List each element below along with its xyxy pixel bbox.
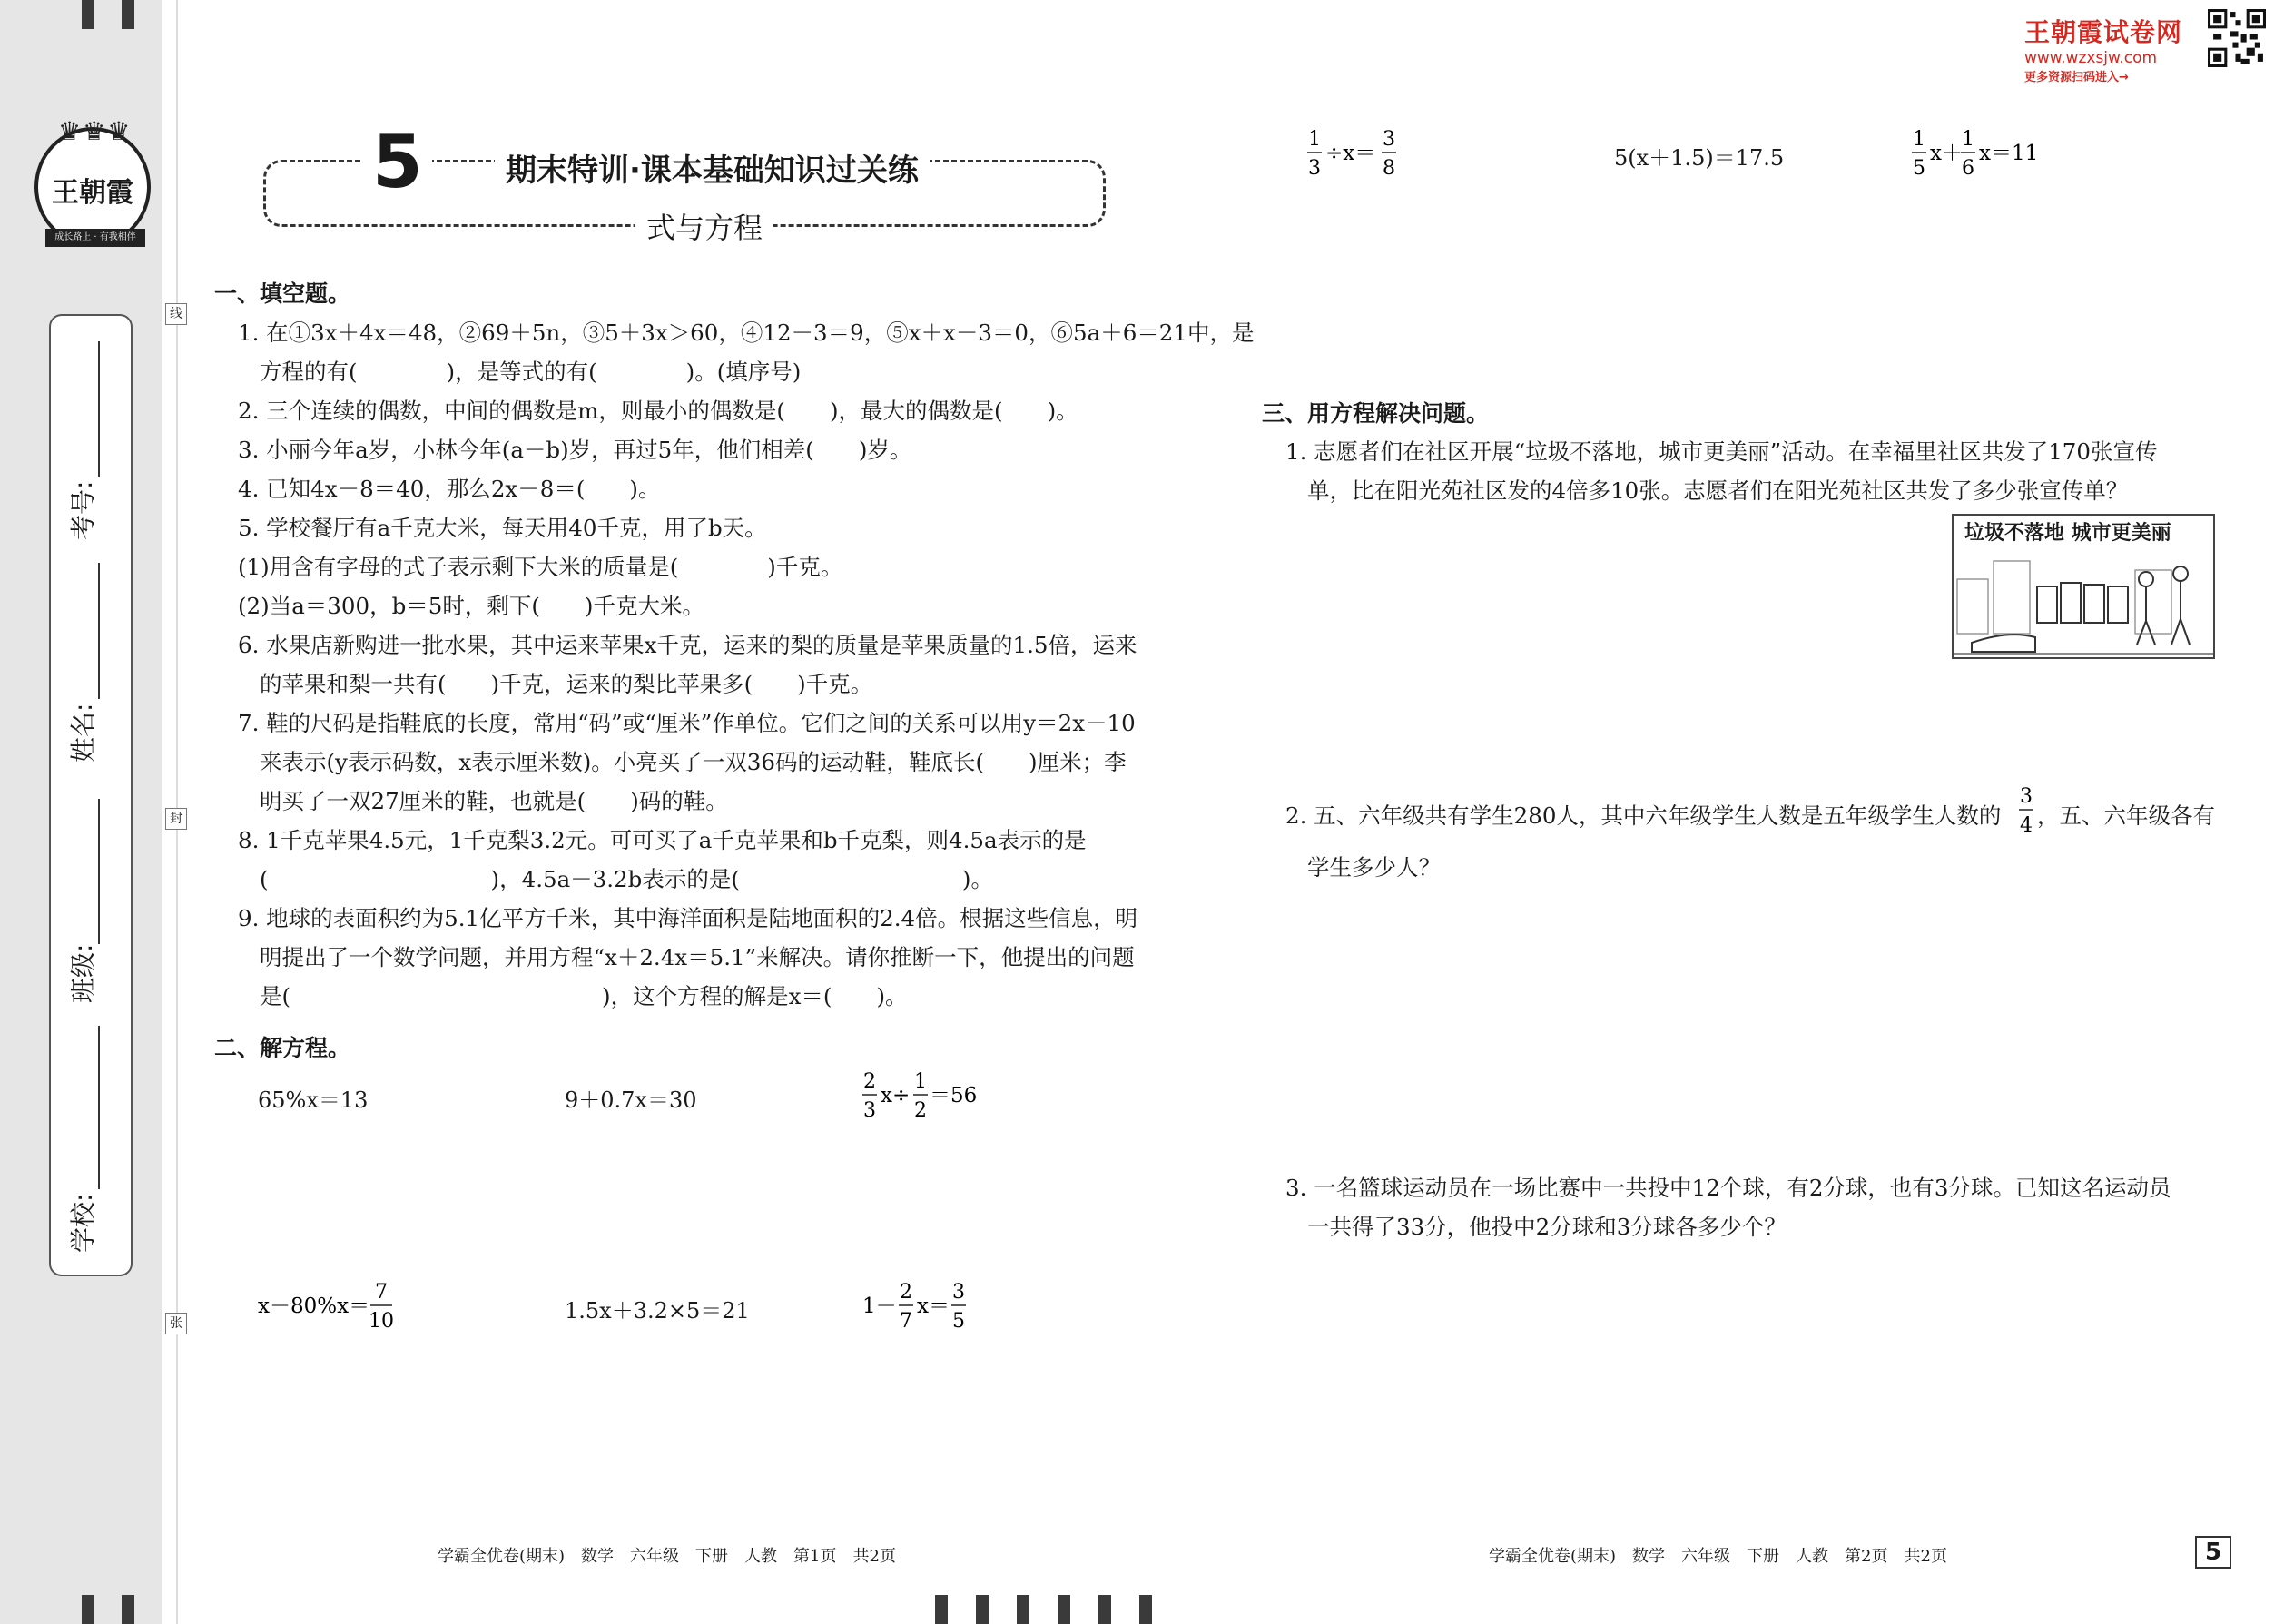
equation-4-fraction <box>258 1278 439 1336</box>
svg-text:3: 3 <box>2020 785 2033 808</box>
brand-url[interactable]: www.wzxsjw.com <box>2024 49 2158 67</box>
brand-block <box>2024 13 2182 84</box>
school-field[interactable] <box>98 1026 100 1189</box>
svg-text:8: 8 <box>1383 157 1395 180</box>
question-line: 3. 小丽今年a岁，小林今年(a－b)岁，再过5年，他们相差( )岁。 <box>238 437 912 463</box>
question-line: ( )，4.5a－3.2b表示的是( )。 <box>260 866 993 892</box>
registration-mark <box>1058 1595 1070 1624</box>
logo-ribbon: 成长路上 · 有我相伴 <box>45 229 145 247</box>
binding-char-sheet: 张 <box>165 1313 187 1334</box>
question-line: 9. 地球的表面积约为5.1亿平方千米，其中海洋面积是陆地面积的2.4倍。根据这些信息，明 <box>238 905 1138 931</box>
registration-mark <box>976 1595 989 1624</box>
svg-text:3: 3 <box>1383 128 1395 151</box>
qr-code-icon[interactable] <box>2208 9 2266 67</box>
equation-5: 1.5x＋3.2×5＝21 <box>565 1298 750 1324</box>
equation-3 <box>862 1068 1044 1129</box>
svg-text:1: 1 <box>1308 128 1321 151</box>
equation-2: 9＋0.7x＝30 <box>565 1088 697 1113</box>
question-line: 明买了一双27厘米的鞋，也就是( )码的鞋。 <box>260 788 728 814</box>
equation-8: 5(x＋1.5)＝17.5 <box>1614 145 1785 171</box>
student-info-box <box>49 314 133 1276</box>
svg-text:1－: 1－ <box>862 1294 897 1318</box>
class-field[interactable] <box>98 799 100 944</box>
question-line: 明提出了一个数学问题，并用方程“x＋2.4x＝5.1”来解决。请你推断一下，他提出的问题 <box>260 944 1135 970</box>
registration-mark <box>122 1595 134 1624</box>
publisher-logo <box>34 116 151 247</box>
svg-text:3: 3 <box>952 1281 965 1304</box>
page-number: 5 <box>2195 1536 2231 1569</box>
problem-3-line: 3. 一名篮球运动员在一场比赛中一共投中12个球，有2分球，也有3分球。已知这名运动员 <box>1285 1175 2171 1201</box>
question-line: 方程的有( )，是等式的有( )。(填序号) <box>260 359 802 385</box>
registration-mark <box>122 0 134 29</box>
name-field[interactable] <box>98 563 100 699</box>
crown-icon: ♛♛♛ <box>58 116 133 146</box>
registration-mark <box>935 1595 948 1624</box>
equation-1: 65%x＝13 <box>258 1088 369 1113</box>
equation-3-fraction <box>862 1068 1044 1126</box>
svg-text:x－80%x＝: x－80%x＝ <box>258 1294 370 1318</box>
registration-mark <box>1017 1595 1029 1624</box>
svg-text:5: 5 <box>952 1310 965 1333</box>
svg-text:x＋: x＋ <box>1930 142 1963 165</box>
logo-name: 王朝霞 <box>52 177 133 209</box>
problem-2-line2: 学生多少人？ <box>1307 854 1441 881</box>
svg-text:6: 6 <box>1962 157 1974 180</box>
section-fill-blank-heading: 一、填空题。 <box>214 281 351 307</box>
question-line: 7. 鞋的尺码是指鞋底的长度，常用“码”或“厘米”作单位。它们之间的关系可以用y＝2x－10 <box>238 710 1136 736</box>
svg-text:＝56: ＝56 <box>930 1084 978 1107</box>
unit-number: 5 <box>363 120 432 204</box>
binding-char-line: 线 <box>165 303 187 325</box>
question-line: 来表示(y表示码数，x表示厘米数)。小亮买了一双36码的运动鞋，鞋底长( )厘米；李 <box>260 749 1127 775</box>
name-label: 姓名: <box>68 703 98 763</box>
exam-number-label: 考号: <box>68 480 98 540</box>
footer-right: 学霸全优卷(期末) 数学 六年级 下册 人教 第2页 共2页 <box>1489 1547 1947 1566</box>
school-label: 学校: <box>68 1193 98 1253</box>
svg-text:x＝: x＝ <box>917 1294 950 1318</box>
svg-text:4: 4 <box>2020 814 2033 837</box>
question-line: 5. 学校餐厅有a千克大米，每天用40千克，用了b天。 <box>238 515 767 541</box>
question-line: 2. 三个连续的偶数，中间的偶数是m，则最小的偶数是( )，最大的偶数是( )。 <box>238 398 1078 424</box>
question-line: (1)用含有字母的式子表示剩下大米的质量是( )千克。 <box>238 554 843 580</box>
question-line: 1. 在①3x＋4x＝48，②69＋5n，③5＋3x＞60，④12－3＝9，⑤x＋x－3＝0，⑥5a＋6＝21中，是 <box>238 320 1255 346</box>
svg-text:1: 1 <box>1913 128 1925 151</box>
equation-6-fraction <box>862 1278 1044 1336</box>
section-solve-heading: 二、解方程。 <box>214 1035 351 1061</box>
svg-text:1: 1 <box>1962 128 1974 151</box>
svg-text:10: 10 <box>369 1310 394 1333</box>
svg-text:÷x＝: ÷x＝ <box>1325 142 1376 165</box>
registration-mark <box>82 1595 94 1624</box>
brand-name: 王朝霞试卷网 <box>2024 17 2183 47</box>
volunteer-illustration <box>1952 514 2215 659</box>
question-line: 的苹果和梨一共有( )千克，运来的梨比苹果多( )千克。 <box>260 671 873 697</box>
equation-9 <box>1912 125 2093 187</box>
svg-text:5: 5 <box>1913 157 1925 180</box>
exam-number-field[interactable] <box>98 341 100 477</box>
svg-text:2: 2 <box>863 1070 876 1093</box>
equation-9-fraction <box>1912 125 2093 183</box>
problem-1-line: 1. 志愿者们在社区开展“垃圾不落地，城市更美丽”活动。在幸福里社区共发了170张宣传 <box>1285 438 2158 465</box>
registration-mark <box>82 0 94 29</box>
registration-mark <box>1139 1595 1152 1624</box>
equation-7 <box>1307 125 1489 187</box>
svg-text:2: 2 <box>914 1099 927 1122</box>
problem-2-fraction <box>2017 782 2035 841</box>
problem-2-head: 2. 五、六年级共有学生280人，其中六年级学生人数是五年级学生人数的 <box>1285 802 2002 829</box>
svg-text:2: 2 <box>900 1281 912 1304</box>
question-line: 4. 已知4x－8＝40，那么2x－8＝( )。 <box>238 476 661 502</box>
svg-text:x＝11: x＝11 <box>1979 142 2039 165</box>
page-subtitle: 式与方程 <box>635 205 773 247</box>
registration-mark <box>1098 1595 1111 1624</box>
footer-left: 学霸全优卷(期末) 数学 六年级 下册 人教 第1页 共2页 <box>438 1547 896 1566</box>
question-line: 8. 1千克苹果4.5元，1千克梨3.2元。可可买了a千克苹果和b千克梨，则4.5a表示的是 <box>238 827 1087 853</box>
svg-text:1: 1 <box>914 1070 927 1093</box>
problem-2-tail: ，五、六年级各有 <box>2037 802 2215 829</box>
problem-3-line: 一共得了33分，他投中2分球和3分球各多少个？ <box>1307 1214 1787 1240</box>
class-label: 班级: <box>68 943 98 1003</box>
question-line: (2)当a＝300，b＝5时，剩下( )千克大米。 <box>238 593 704 619</box>
binding-char-seal: 封 <box>165 808 187 830</box>
section-word-problems-heading: 三、用方程解决问题。 <box>1262 400 1490 427</box>
question-line: 6. 水果店新购进一批水果，其中运来苹果x千克，运来的梨的质量是苹果质量的1.5倍，运来 <box>238 632 1137 658</box>
svg-text:7: 7 <box>900 1310 912 1333</box>
illustration-title: 垃圾不落地 城市更美丽 <box>1964 522 2171 545</box>
page-title: 期末特训·课本基础知识过关练 <box>495 145 930 190</box>
svg-text:3: 3 <box>863 1099 876 1122</box>
svg-text:7: 7 <box>375 1281 388 1304</box>
svg-text:x÷: x÷ <box>881 1084 911 1107</box>
svg-text:3: 3 <box>1308 157 1321 180</box>
question-line: 是( )，这个方程的解是x＝( )。 <box>260 983 908 1009</box>
equation-6 <box>862 1278 1044 1340</box>
street-scene-icon <box>1954 543 2213 657</box>
equation-7-fraction <box>1307 125 1489 183</box>
equation-4 <box>258 1278 439 1340</box>
problem-1-line: 单，比在阳光苑社区发的4倍多10张。志愿者们在阳光苑社区共发了多少张宣传单？ <box>1307 477 2129 504</box>
brand-scan-text: 更多资源扫码进入→ <box>2024 71 2129 84</box>
